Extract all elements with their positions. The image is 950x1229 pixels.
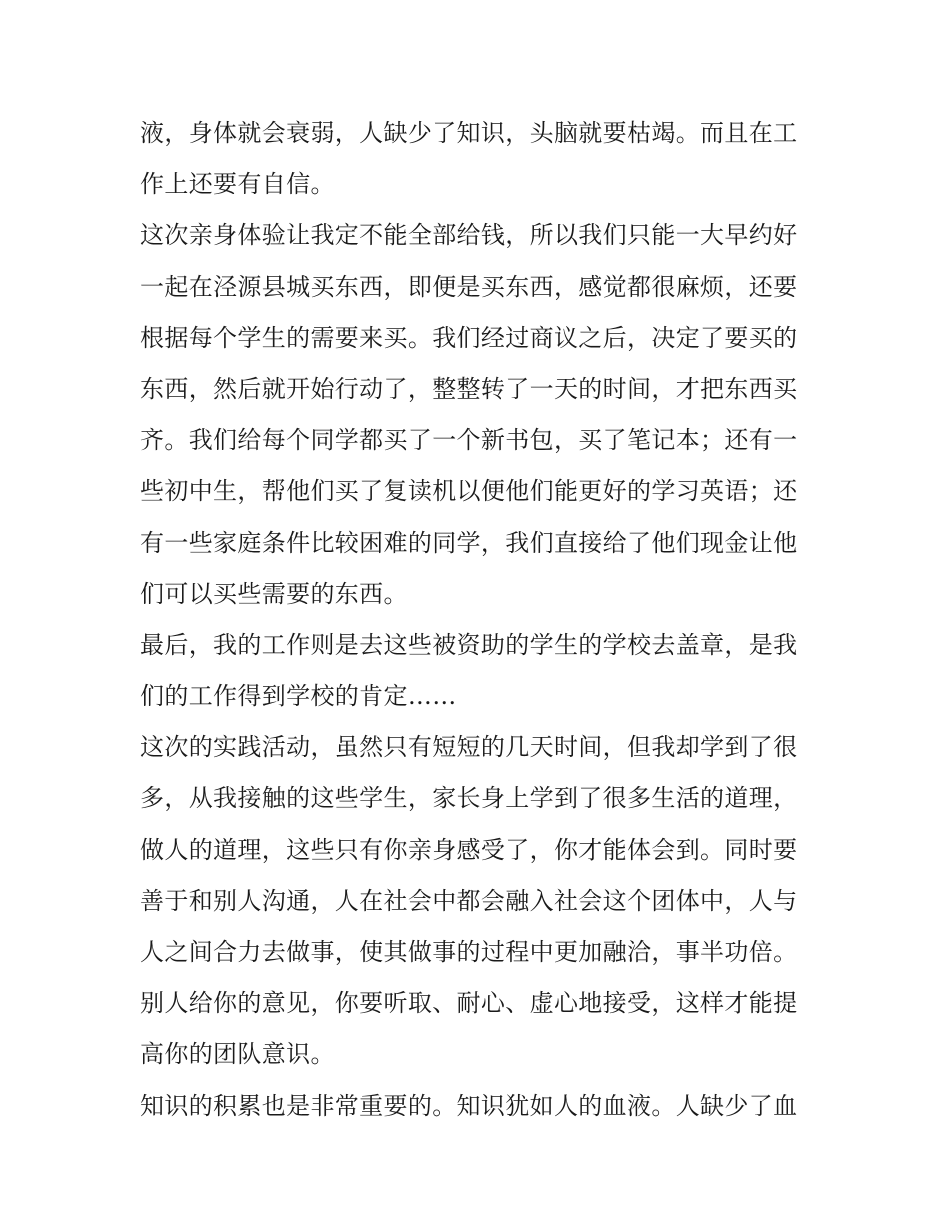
text-line: 善于和别人沟通，人在社会中都会融入社会这个团体中，人与: [140, 886, 798, 915]
text-line: 最后，我的工作则是去这些被资助的学生的学校去盖章，是我: [140, 630, 798, 659]
body-text: [140, 108, 820, 1132]
text-line: 液，身体就会衰弱，人缺少了知识，头脑就要枯竭。而且在工: [140, 119, 798, 147]
text-line: 人之间合力去做事，使其做事的过程中更加融洽，事半功倍。: [140, 938, 798, 966]
text-line: 作上还要有自信。: [140, 170, 335, 199]
text-line: 知识的积累也是非常重要的。知识犹如人的血液。人缺少了血: [140, 1091, 798, 1120]
text-line: 齐。我们给每个同学都买了一个新书包，买了笔记本；还有一: [140, 426, 798, 455]
text-line: 这次亲身体验让我定不能全部给钱，所以我们只能一大早约好: [140, 221, 798, 250]
text-line: 一起在泾源县城买东西，即便是买东西，感觉都很麻烦，还要: [140, 272, 798, 301]
text-line: 们可以买些需要的东西。: [140, 579, 408, 608]
text-line: 些初中生，帮他们买了复读机以便他们能更好的学习英语；还: [140, 477, 798, 506]
text-line: 别人给你的意见，你要听取、耐心、虚心地接受，这样才能提: [140, 989, 798, 1018]
text-line: 东西，然后就开始行动了，整整转了一天的时间，才把东西买: [140, 374, 798, 403]
text-line: 多，从我接触的这些学生，家长身上学到了很多生活的道理，: [140, 784, 798, 813]
text-line: 做人的道理，这些只有你亲身感受了，你才能体会到。同时要: [140, 835, 798, 864]
text-line: 这次的实践活动，虽然只有短短的几天时间，但我却学到了很: [140, 733, 798, 762]
text-line: 有一些家庭条件比较困难的同学，我们直接给了他们现金让他: [140, 528, 798, 557]
text-line: 根据每个学生的需要来买。我们经过商议之后，决定了要买的: [140, 323, 798, 352]
text-line: 们的工作得到学校的肯定……: [140, 682, 457, 711]
text-line: 高你的团队意识。: [140, 1040, 335, 1069]
